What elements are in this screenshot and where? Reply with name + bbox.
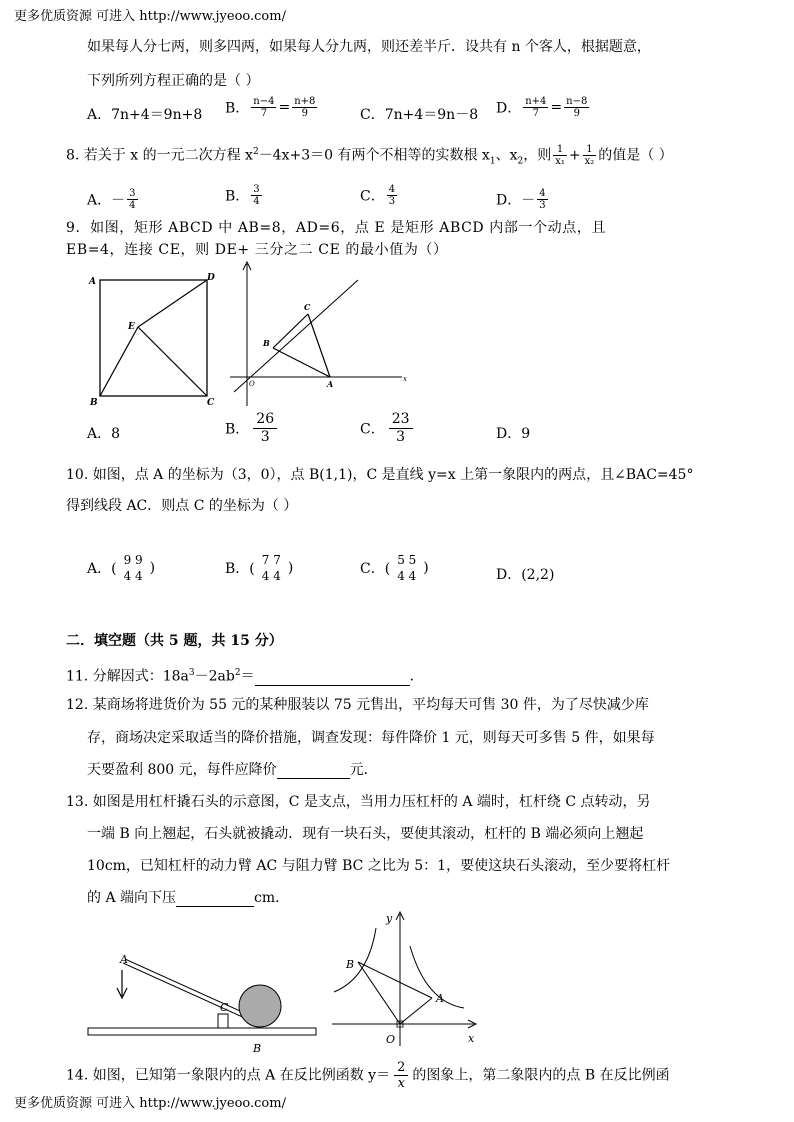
q9-line2: EB=4，连接 CE，则 DE+ 三分之二 CE 的最小值为（） <box>66 242 448 258</box>
q9-option-a: A．8 <box>87 426 121 442</box>
q11: 11. 分解因式：$18a^3-2ab^2=$ ． <box>66 668 424 685</box>
q10-option-c: C．( 5 5 4 4 ) <box>360 553 429 583</box>
svg-text:x: x <box>468 1032 475 1045</box>
q10-option-a: A．( 9 9 4 4 ) <box>87 553 156 583</box>
q12-line2: 存，商场决定采取适当的降价措施，调查发现：每件降价 1 元，则每天可多售 5 件，如果每 <box>87 730 655 746</box>
svg-text:B: B <box>253 1042 262 1055</box>
q13-line4: 的 A 端向下压 cm． <box>87 890 290 906</box>
q8-stem: 8. 若关于 x 的一元二次方程 $x^2-4x+3=0$ 有两个不相等的实数根 $x_1$、$x_2$，则 $\frac{1}{\text{x₁}}$ + $\frac{1}{\text{x₂}}$ 的值是（ ） <box>66 144 673 168</box>
q8-option-a: A．－ $\frac{3}{4}$ <box>87 188 136 211</box>
q13-line1: 13. 如图是用杠杆撬石头的示意图，C 是支点，当用力压杠杆的 A 端时，杠杆绕 C 点转动，另 <box>66 794 651 810</box>
page-footer: 更多优质资源 可进入 http://www.jyeoo.com/ <box>14 1096 286 1111</box>
svg-text:A: A <box>120 953 128 966</box>
page-header: 更多优质资源 可进入 http://www.jyeoo.com/ <box>14 9 286 24</box>
q7-line2: 下列所列方程正确的是（ ） <box>87 73 260 89</box>
svg-text:C: C <box>304 302 311 312</box>
label-E: E <box>128 322 135 332</box>
svg-text:A: A <box>436 992 444 1005</box>
hyperbola-figure <box>330 906 480 1050</box>
q9-line1: 9．如图，矩形 ABCD 中 AB=8，AD=6，点 E 是矩形 ABCD 内部一个动点，且 <box>66 220 607 236</box>
q9-coordinate-figure <box>230 258 410 408</box>
svg-text:B: B <box>263 338 270 348</box>
q13-line2: 一端 B 向上翘起，石头就被撬动．现有一块石头，要使其滚动，杠杆的 B 端必须向上翘起 <box>87 826 644 842</box>
q7-option-a: A．7n+4＝9n+8 <box>87 107 203 123</box>
svg-text:C: C <box>220 1001 229 1014</box>
q11-answer-blank[interactable] <box>255 671 410 686</box>
q10-option-d: D．(2,2) <box>496 567 555 583</box>
q9-rectangle-figure <box>85 262 225 412</box>
q12-line1: 12. 某商场将进货价为 55 元的某种服装以 75 元售出，平均每天可售 30 件，为了尽快减少库 <box>66 697 649 713</box>
q10-line2: 得到线段 AC．则点 C 的坐标为（ ） <box>66 498 298 514</box>
q13-answer-blank[interactable] <box>176 892 254 907</box>
q7-option-c: C．7n+4＝9n－8 <box>360 107 479 123</box>
q7-option-d: D． $\frac{n+4}{7}$ = $\frac{n-8}{9}$ <box>496 96 588 119</box>
svg-text:B: B <box>346 958 355 971</box>
q12-answer-blank[interactable] <box>277 764 350 779</box>
svg-text:x: x <box>403 375 407 383</box>
q14: 14. 如图，已知第一象限内的点 A 在反比例函数 y＝ $\frac{2}{x}$ 的图象上，第二象限内的点 B 在反比例函 <box>66 1060 670 1091</box>
section-heading: 二．填空题（共 5 题，共 15 分） <box>66 633 283 649</box>
svg-text:y: y <box>386 912 393 925</box>
q13-line3: 10cm，已知杠杆的动力臂 AC 与阻力臂 BC 之比为 5：1，要使这块石头滚动，至少要将杠杆 <box>87 858 671 874</box>
q9-option-d: D．9 <box>496 426 531 442</box>
label-B: B <box>90 398 98 408</box>
q12-line3: 天要盈利 800 元，每件应降价 元． <box>87 762 378 778</box>
q10-option-b: B．( 7 7 4 4 ) <box>225 553 294 583</box>
q7-option-b: B． $\frac{n-4}{7}$ = $\frac{n+8}{9}$ <box>225 96 316 119</box>
q10-line1: 10. 如图，点 A 的坐标为（3，0），点 B(1,1)，C 是直线 y=x 上第一象限内的两点，且∠BAC=45° <box>66 467 694 483</box>
svg-text:O: O <box>386 1033 396 1046</box>
label-A: A <box>89 277 96 287</box>
label-D: D <box>207 273 215 283</box>
svg-text:O: O <box>249 380 255 388</box>
q9-option-c: C． $\frac{23}{3}$ <box>360 411 417 446</box>
q8-option-c: C． $\frac{4}{3}$ <box>360 184 396 207</box>
lever-figure <box>80 948 325 1058</box>
label-C: C <box>207 398 215 408</box>
q7-line1: 如果每人分七两，则多四两，如果每人分九两，则还差半斤．设共有 n 个客人，根据题意， <box>87 39 651 55</box>
q9-option-b: B． $\frac{26}{3}$ <box>225 411 281 446</box>
svg-text:A: A <box>327 379 334 389</box>
q8-option-d: D．－ $\frac{4}{3}$ <box>496 188 546 211</box>
q8-option-b: B． $\frac{3}{4}$ <box>225 184 260 207</box>
